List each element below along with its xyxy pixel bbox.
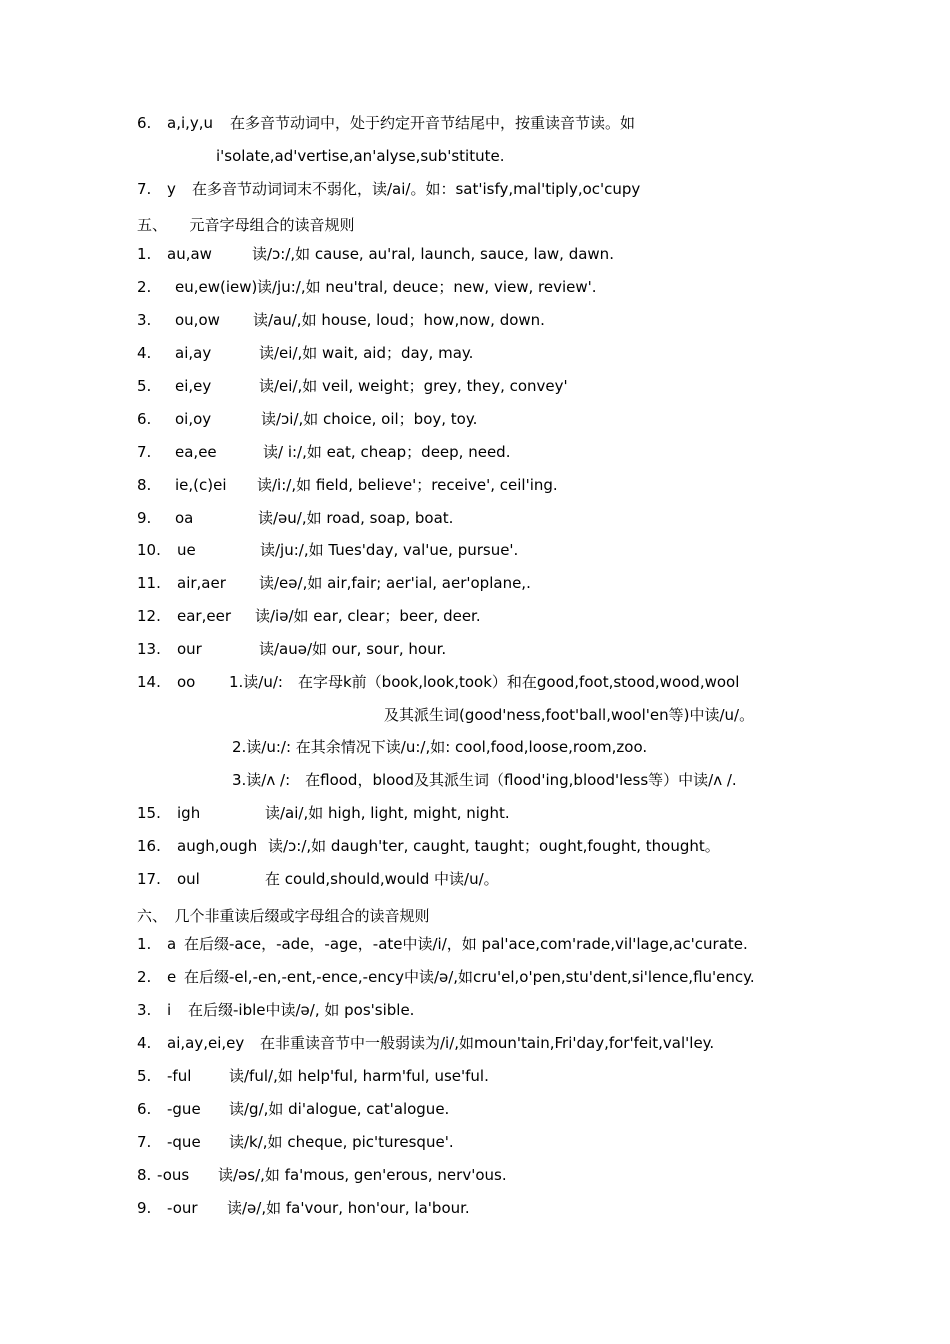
item-number: 3. xyxy=(137,311,152,329)
item-text: 在后缀-ible中读/ə/, 如 pos'sible. xyxy=(188,1001,415,1019)
item-number: 14. xyxy=(137,673,161,691)
s5-item-7 xyxy=(137,442,837,462)
s5-item-15 xyxy=(137,803,837,823)
item-letters: a,i,y,u xyxy=(167,114,214,132)
item-letters: augh,ough xyxy=(177,837,258,855)
item-letters: -gue xyxy=(167,1100,201,1118)
item-letters: ei,ey xyxy=(175,377,212,395)
item-letters: our xyxy=(177,640,202,658)
item-text: 读/iə/如 ear, clear；beer, deer. xyxy=(255,607,481,625)
item-text: 读/ju:/,如 Tues'day, val'ue, pursue'. xyxy=(260,541,519,559)
item-text: 在后缀-el,-en,-ent,-ence,-ency中读/ə/,如cru'el,o'pen,stu'dent,si'lence,flu'ency. xyxy=(184,968,755,986)
s5-item-2 xyxy=(137,277,837,297)
s5-item-14-cont-3: 3.读/ʌ /: 在flood，blood及其派生词（flood'ing,blood'less等）中读/ʌ /. xyxy=(232,771,737,789)
s5-item-3 xyxy=(137,310,837,330)
s5-item-14-cont-2: 2.读/u:/: 在其余情况下读/u:/,如: cool,food,loose,room,zoo. xyxy=(232,738,648,756)
item-letters: ue xyxy=(177,541,196,559)
s5-item-9 xyxy=(137,508,837,528)
item-text: 读/k/,如 cheque, pic'turesque'. xyxy=(229,1133,454,1151)
s5-item-1 xyxy=(137,244,837,264)
s5-item-12 xyxy=(137,606,837,626)
item-letters: a xyxy=(167,935,177,953)
section-5-title: 五、 元音字母组合的读音规则 xyxy=(137,216,355,234)
rule-item-7 xyxy=(137,179,837,199)
item-number: 17. xyxy=(137,870,161,888)
item-text: 读/ i:/,如 eat, cheap；deep, need. xyxy=(263,443,511,461)
s6-item-4 xyxy=(137,1033,837,1053)
item-letters: ie,(c)ei xyxy=(175,476,227,494)
item-text: 读/ə/,如 fa'vour, hon'our, la'bour. xyxy=(227,1199,470,1217)
item-number: 12. xyxy=(137,607,161,625)
item-letters: e xyxy=(167,968,177,986)
s5-item-14 xyxy=(137,672,837,692)
item-number: 6. xyxy=(137,114,152,132)
item-number: 9. xyxy=(137,1199,152,1217)
item-letters: oul xyxy=(177,870,200,888)
item-letters: ai,ay xyxy=(175,344,212,362)
item-number: 4. xyxy=(137,1034,152,1052)
s6-item-5 xyxy=(137,1066,837,1086)
item-letters: oa xyxy=(175,509,194,527)
item-text: 读/ɔi/,如 choice, oil；boy, toy. xyxy=(261,410,478,428)
item-text: 读/ju:/,如 neu'tral, deuce；new, view, review'. xyxy=(257,278,597,296)
s6-item-7 xyxy=(137,1132,837,1152)
s5-item-16 xyxy=(137,836,837,856)
s5-item-8 xyxy=(137,475,837,495)
item-text: 读/ɔ:/,如 cause, au'ral, launch, sauce, law, dawn. xyxy=(252,245,614,263)
s6-item-6 xyxy=(137,1099,837,1119)
item-text: 读/ful/,如 help'ful, harm'ful, use'ful. xyxy=(229,1067,489,1085)
item-letters: -ous xyxy=(157,1166,190,1184)
item-letters: oo xyxy=(177,673,196,691)
s5-item-4 xyxy=(137,343,837,363)
item-letters: au,aw xyxy=(167,245,212,263)
item-letters: ou,ow xyxy=(175,311,220,329)
item-number: 6. xyxy=(137,1100,152,1118)
s5-item-11 xyxy=(137,573,837,593)
s5-item-6 xyxy=(137,409,837,429)
s6-item-9 xyxy=(137,1198,837,1218)
item-number: 2. xyxy=(137,968,152,986)
item-number: 1. xyxy=(137,245,152,263)
item-text: 读/au/,如 house, loud；how,now, down. xyxy=(253,311,545,329)
s5-item-14-cont-1: 及其派生词(good'ness,foot'ball,wool'en等)中读/u/。 xyxy=(384,706,755,724)
item-text: 读/eə/,如 air,fair; aer'ial, aer'oplane,. xyxy=(259,574,531,592)
item-letters: igh xyxy=(177,804,201,822)
item-number: 9. xyxy=(137,509,152,527)
item-letters: oi,oy xyxy=(175,410,212,428)
section-6-title: 六、 几个非重读后缀或字母组合的读音规则 xyxy=(137,907,430,925)
item-number: 3. xyxy=(137,1001,152,1019)
item-number: 4. xyxy=(137,344,152,362)
item-letters: y xyxy=(167,180,176,198)
rule-item-6 xyxy=(137,113,837,133)
s5-item-17 xyxy=(137,869,837,889)
item-text: 读/i:/,如 field, believe'；receive', ceil'ing. xyxy=(257,476,558,494)
item-letters: i xyxy=(167,1001,172,1019)
item-letters: ai,ay,ei,ey xyxy=(167,1034,245,1052)
item-text: 在后缀-ace，-ade，-age，-ate中读/i/，如 pal'ace,com'rade,vil'lage,ac'curate. xyxy=(184,935,748,953)
item-text: 读/ɔ:/,如 daugh'ter, caught, taught；ought,fought, thought。 xyxy=(268,837,720,855)
item-text: 在非重读音节中一般弱读为/i/,如moun'tain,Fri'day,for'feit,val'ley. xyxy=(260,1034,715,1052)
item-number: 8. xyxy=(137,1166,152,1184)
item-text: 读/ei/,如 wait, aid；day, may. xyxy=(259,344,474,362)
item-number: 7. xyxy=(137,180,152,198)
item-number: 5. xyxy=(137,377,152,395)
item-number: 1. xyxy=(137,935,152,953)
item-number: 7. xyxy=(137,1133,152,1151)
item-letters: -our xyxy=(167,1199,198,1217)
s5-item-10 xyxy=(137,540,837,560)
s6-item-3 xyxy=(137,1000,837,1020)
item-number: 5. xyxy=(137,1067,152,1085)
s5-item-5 xyxy=(137,376,837,396)
item-text: 读/ai/,如 high, light, might, night. xyxy=(265,804,510,822)
item-text: 1.读/u/: 在字母k前（book,look,took）和在good,foot,stood,wood,wool xyxy=(229,673,740,691)
item-text: 读/g/,如 di'alogue, cat'alogue. xyxy=(229,1100,450,1118)
item-letters: -ful xyxy=(167,1067,192,1085)
s6-item-8 xyxy=(137,1165,837,1185)
item-text: 读/əs/,如 fa'mous, gen'erous, nerv'ous. xyxy=(218,1166,507,1184)
item-number: 13. xyxy=(137,640,161,658)
item-text: 在多音节动词词末不弱化，读/ai/。如：sat'isfy,mal'tiply,oc'cupy xyxy=(192,180,641,198)
item-text: 读/auə/如 our, sour, hour. xyxy=(259,640,447,658)
item-text: 在多音节动词中，处于约定开音节结尾中，按重读音节读。如 xyxy=(230,114,636,132)
s5-item-13 xyxy=(137,639,837,659)
item-letters: air,aer xyxy=(177,574,226,592)
item-number: 15. xyxy=(137,804,161,822)
item-number: 10. xyxy=(137,541,161,559)
item-number: 16. xyxy=(137,837,161,855)
item-letters: ear,eer xyxy=(177,607,231,625)
item-number: 11. xyxy=(137,574,161,592)
item-text: 读/ei/,如 veil, weight；grey, they, convey' xyxy=(259,377,568,395)
item-letters: eu,ew(iew) xyxy=(175,278,258,296)
s6-item-2 xyxy=(137,967,837,987)
item-letters: ea,ee xyxy=(175,443,217,461)
rule-item-6-examples: i'solate,ad'vertise,an'alyse,sub'stitute. xyxy=(216,147,505,165)
item-number: 6. xyxy=(137,410,152,428)
item-number: 7. xyxy=(137,443,152,461)
item-number: 2. xyxy=(137,278,152,296)
s6-item-1 xyxy=(137,934,837,954)
item-text: 在 could,should,would 中读/u/。 xyxy=(265,870,499,888)
item-letters: -que xyxy=(167,1133,201,1151)
item-text: 读/əu/,如 road, soap, boat. xyxy=(258,509,454,527)
item-number: 8. xyxy=(137,476,152,494)
